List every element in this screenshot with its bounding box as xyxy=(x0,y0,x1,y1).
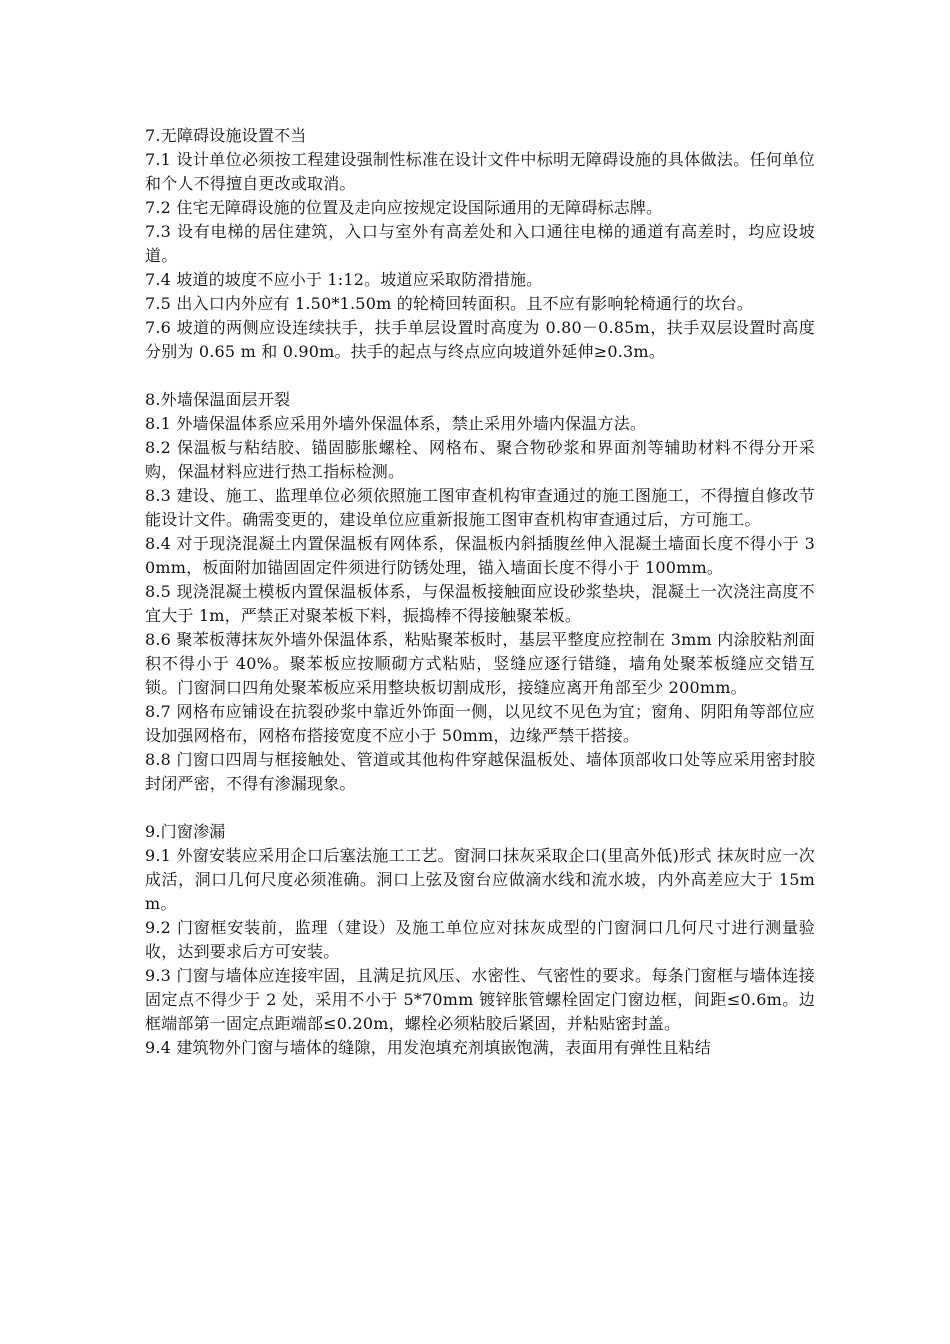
clause-7-1: 7.1 设计单位必须按工程建设强制性标准在设计文件中标明无障碍设施的具体做法。任何单位和个人不得擅自更改或取消。 xyxy=(145,150,815,193)
section-heading: 8.外墙保温面层开裂 xyxy=(145,390,291,409)
clause-7-5: 7.5 出入口内外应有 1.50*1.50m 的轮椅回转面积。且不应有影响轮椅通行的坎台。 xyxy=(145,294,754,313)
clause-7-2: 7.2 住宅无障碍设施的位置及走向应按规定设国际通用的无障碍标志牌。 xyxy=(145,198,663,217)
document-page xyxy=(145,124,815,1060)
section-8 xyxy=(145,388,815,796)
clause-8-4: 8.4 对于现浇混凝土内置保温板有网体系，保温板内斜插腹丝伸入混凝土墙面长度不得小于 30mm，板面附加锚固固定件须进行防锈处理，锚入墙面长度不得小于 100mm。 xyxy=(145,534,815,577)
section-9 xyxy=(145,820,815,1060)
clause-9-2: 9.2 门窗框安装前，监理（建设）及施工单位应对抹灰成型的门窗洞口几何尺寸进行测量验收，达到要求后方可安装。 xyxy=(145,918,815,961)
clause-8-3: 8.3 建设、施工、监理单位必须依照施工图审查机构审查通过的施工图施工，不得擅自修改节能设计文件。确需变更的，建设单位应重新报施工图审查机构审查通过后，方可施工。 xyxy=(145,486,815,529)
clause-8-2: 8.2 保温板与粘结胶、锚固膨胀螺栓、网格布、聚合物砂浆和界面剂等辅助材料不得分开采购，保温材料应进行热工指标检测。 xyxy=(145,438,815,481)
clause-9-4: 9.4 建筑物外门窗与墙体的缝隙，用发泡填充剂填嵌饱满，表面用有弹性且粘结 xyxy=(145,1038,711,1057)
section-heading: 7.无障碍设施设置不当 xyxy=(145,126,307,145)
section-7 xyxy=(145,124,815,364)
clause-8-6: 8.6 聚苯板薄抹灰外墙外保温体系，粘贴聚苯板时，基层平整度应控制在 3mm 内涂胶粘剂面积不得小于 40%。聚苯板应按顺砌方式粘贴，竖缝应逐行错缝，墙角处聚苯板缝应交错互锁。门窗洞口四角处聚苯板应采用整块板切割成形，接缝应离开角部至少 200mm。 xyxy=(145,630,815,697)
clause-7-6: 7.6 坡道的两侧应设连续扶手，扶手单层设置时高度为 0.80－0.85m，扶手双层设置时高度分别为 0.65 m 和 0.90m。扶手的起点与终点应向坡道外延伸≥0.3m。 xyxy=(145,318,815,361)
clause-7-4: 7.4 坡道的坡度不应小于 1:12。坡道应采取防滑措施。 xyxy=(145,270,543,289)
clause-9-1: 9.1 外窗安装应采用企口后塞法施工工艺。窗洞口抹灰采取企口(里高外低)形式 抹灰时应一次成活，洞口几何尺度必须准确。洞口上弦及窗台应做滴水线和流水坡，内外高差应大于 15mm。 xyxy=(145,846,815,913)
clause-8-7: 8.7 网格布应铺设在抗裂砂浆中靠近外饰面一侧，以见纹不见色为宜；窗角、阴阳角等部位应设加强网格布，网格布搭接宽度不应小于 50mm，边缘严禁干搭接。 xyxy=(145,702,815,745)
clause-8-5: 8.5 现浇混凝土模板内置保温板体系，与保温板接触面应设砂浆垫块，混凝土一次浇注高度不宜大于 1m，严禁正对聚苯板下料，振捣棒不得接触聚苯板。 xyxy=(145,582,815,625)
clause-8-8: 8.8 门窗口四周与框接触处、管道或其他构件穿越保温板处、墙体顶部收口处等应采用密封胶封闭严密，不得有渗漏现象。 xyxy=(145,750,815,793)
clause-8-1: 8.1 外墙保温体系应采用外墙外保温体系，禁止采用外墙内保温方法。 xyxy=(145,414,647,433)
clause-9-3: 9.3 门窗与墙体应连接牢固，且满足抗风压、水密性、气密性的要求。每条门窗框与墙体连接固定点不得少于 2 处，采用不小于 5*70mm 镀锌胀管螺栓固定门窗边框，间距≤0.6m。边框端部第一固定点距端部≤0.20m，螺栓必须粘胶后紧固，并粘贴密封盖。 xyxy=(145,966,815,1033)
clause-7-3: 7.3 设有电梯的居住建筑，入口与室外有高差处和入口通往电梯的通道有高差时，均应设坡道。 xyxy=(145,222,815,265)
section-heading: 9.门窗渗漏 xyxy=(145,822,226,841)
